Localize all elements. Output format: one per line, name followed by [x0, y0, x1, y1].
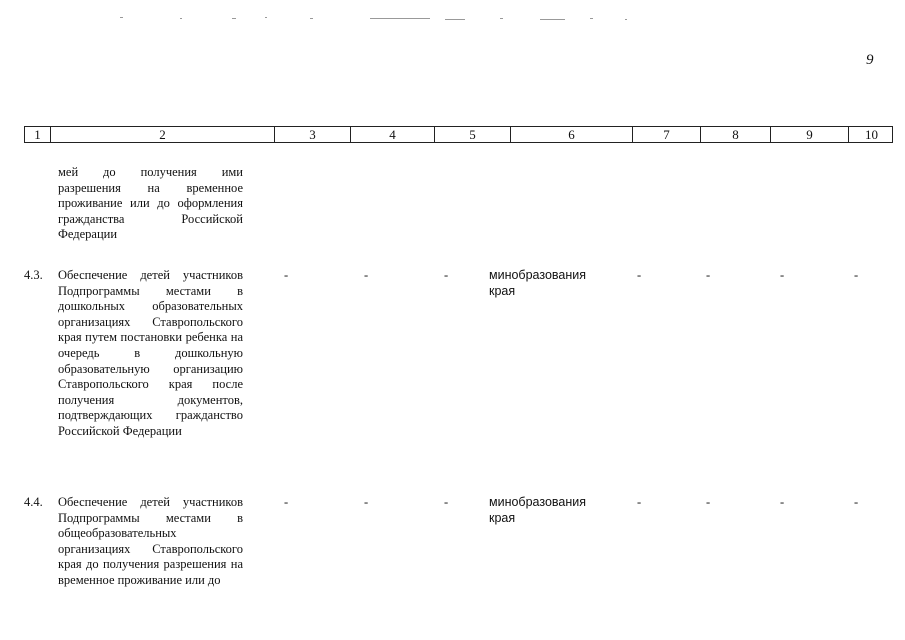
column-header-2: 2: [51, 127, 275, 142]
scan-noise: [0, 0, 905, 60]
cell-col-3: -: [284, 268, 289, 282]
cell-col-7: -: [637, 495, 642, 509]
column-header-1: 1: [25, 127, 51, 142]
column-header-5: 5: [435, 127, 511, 142]
column-header-8: 8: [701, 127, 771, 142]
row-description: Обеспечение детей участников Подпрограммы местами в дошкольных образовательных организациях Ставропольского края путем постановки ребенка на очередь в дошкольную образовательную организацию Ставропольского края после получения документов, подтверждающих гражданство Российской Федерации: [58, 268, 243, 438]
column-header-6: 6: [511, 127, 633, 142]
cell-col-5: -: [444, 268, 449, 282]
cell-col-7: -: [637, 268, 642, 282]
responsible-executor: минобразования края: [489, 495, 587, 525]
continuation-text: мей до получения ими разрешения на временное проживание или до оформления гражданства Российской Федерации: [58, 165, 243, 242]
column-header-10: 10: [865, 127, 878, 142]
cell-col-5: -: [444, 495, 449, 509]
cell-col-8: -: [706, 495, 711, 509]
row-number: 4.4.: [24, 495, 43, 509]
row-number: 4.3.: [24, 268, 43, 282]
cell-col-9: -: [780, 268, 785, 282]
row-description: Обеспечение детей участников Подпрограммы местами в общеобразовательных организациях Ставропольского края до получения разрешения на временное проживание или до: [58, 495, 243, 587]
cell-col-10: -: [854, 495, 859, 509]
page-number: 9: [866, 52, 874, 68]
cell-col-4: -: [364, 495, 369, 509]
column-header-3: 3: [275, 127, 351, 142]
column-header-9: 9: [771, 127, 849, 142]
column-header-7: 7: [633, 127, 701, 142]
column-number-header: [24, 126, 893, 143]
column-header-4: 4: [351, 127, 435, 142]
cell-col-10: -: [854, 268, 859, 282]
cell-col-3: -: [284, 495, 289, 509]
cell-col-4: -: [364, 268, 369, 282]
cell-col-9: -: [780, 495, 785, 509]
cell-col-8: -: [706, 268, 711, 282]
responsible-executor: минобразования края: [489, 268, 587, 298]
